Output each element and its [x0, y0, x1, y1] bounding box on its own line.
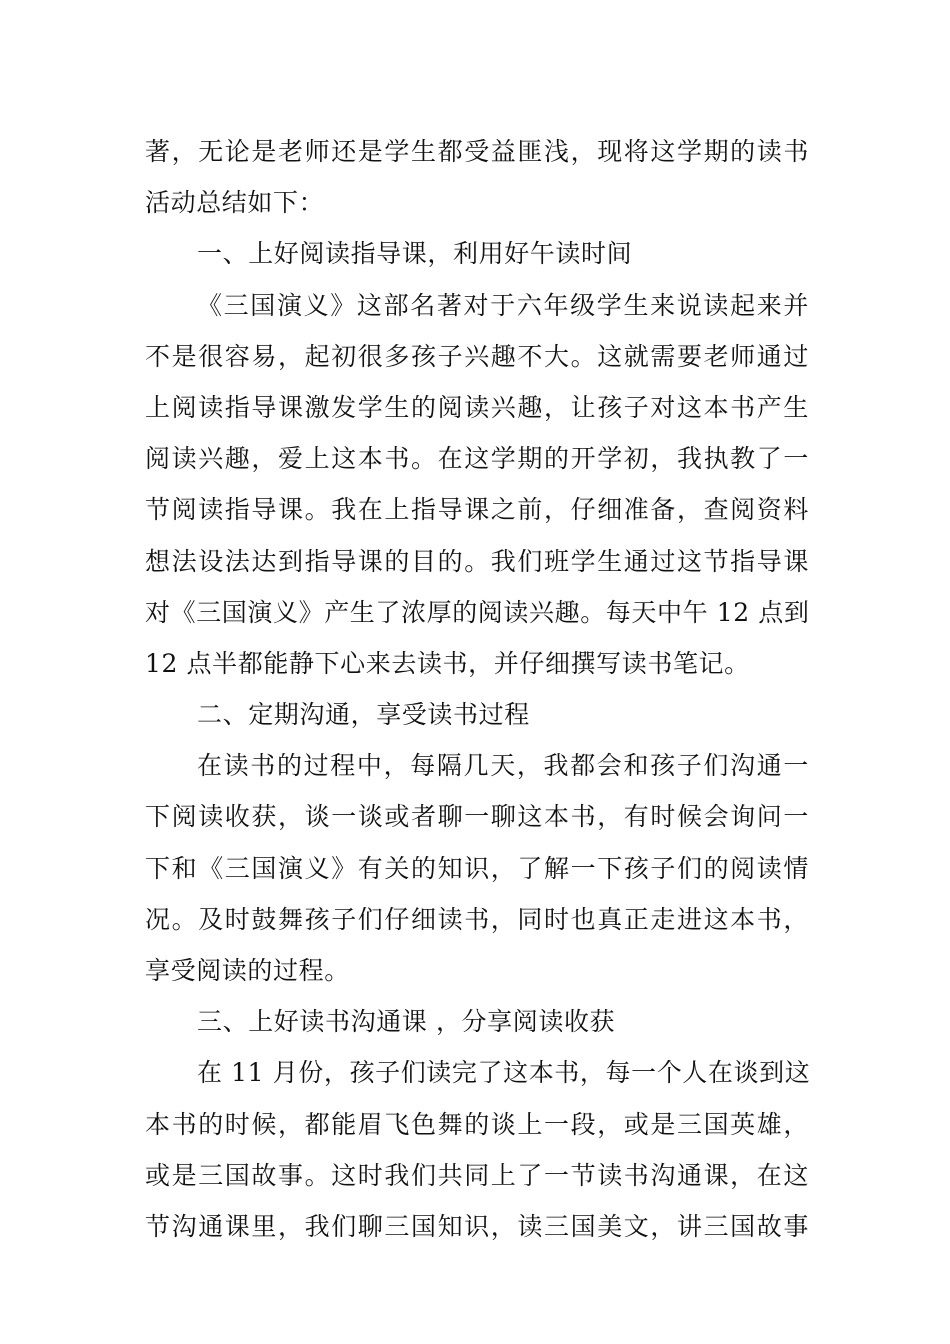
paragraph-start: 《三国演义》这部名著对于六年级学生来说读起来并: [197, 290, 809, 320]
text-line: 下和《三国演义》有关的知识，了解一下孩子们的阅读情: [145, 853, 809, 883]
text-line: 享受阅读的过程。: [145, 956, 350, 985]
text-line: 上阅读指导课激发学生的阅读兴趣，让孩子对这本书产生: [145, 392, 809, 422]
section-heading-2: 二、定期沟通，享受读书过程: [197, 700, 530, 730]
paragraph-start: 在 11 月份，孩子们读完了这本书，每一个人在谈到这: [197, 1058, 811, 1088]
text-line: 对《三国演义》产生了浓厚的阅读兴趣。每天中午 12 点到: [145, 597, 810, 627]
text-line: 本书的时候，都能眉飞色舞的谈上一段，或是三国英雄，: [145, 1109, 809, 1139]
text-line: 下阅读收获，谈一谈或者聊一聊这本书，有时候会询问一: [145, 802, 809, 832]
text-line: 不是很容易，起初很多孩子兴趣不大。这就需要老师通过: [145, 341, 809, 371]
paragraph-start: 在读书的过程中，每隔几天，我都会和孩子们沟通一: [197, 751, 809, 781]
section-heading-3: 三、上好读书沟通课 ，分享阅读收获: [197, 1007, 616, 1037]
section-heading-1: 一、上好阅读指导课，利用好午读时间: [197, 239, 633, 269]
text-line: 活动总结如下：: [145, 188, 325, 218]
text-line: 想法设法达到指导课的目的。我们班学生通过这节指导课: [145, 546, 809, 576]
text-line: 况。及时鼓舞孩子们仔细读书，同时也真正走进这本书，: [145, 904, 809, 934]
document-body: [145, 126, 809, 1252]
text-line: 12 点半都能静下心来去读书，并仔细撰写读书笔记。: [145, 648, 750, 678]
text-line: 节沟通课里，我们聊三国知识，读三国美文，讲三国故事: [145, 1211, 809, 1241]
text-line: 著，无论是老师还是学生都受益匪浅，现将这学期的读书: [145, 137, 809, 166]
text-line: 节阅读指导课。我在上指导课之前，仔细准备，查阅资料: [145, 495, 809, 525]
text-line: 或是三国故事。这时我们共同上了一节读书沟通课，在这: [145, 1160, 809, 1190]
text-line: 阅读兴趣，爱上这本书。在这学期的开学初，我执教了一: [145, 444, 809, 474]
